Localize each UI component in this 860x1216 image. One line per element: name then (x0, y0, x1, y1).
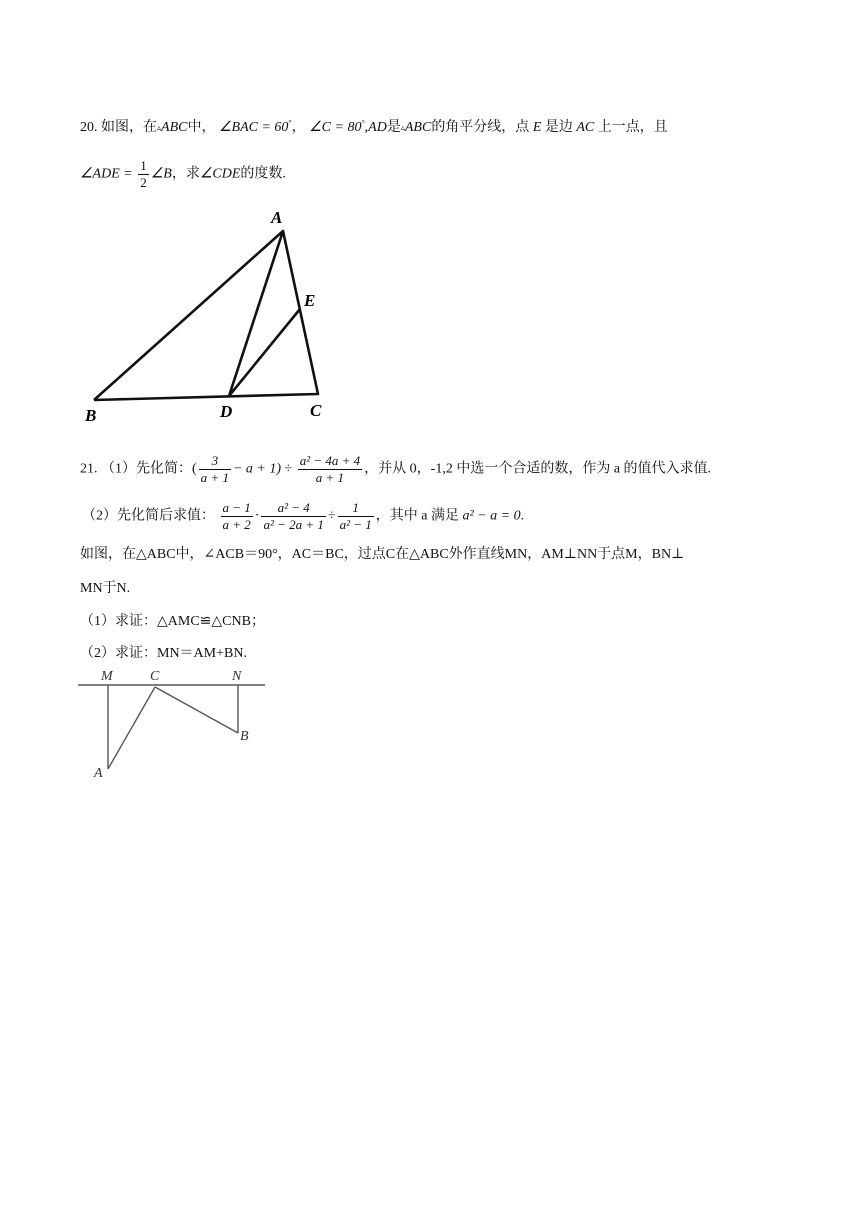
segment-de (229, 309, 300, 396)
math-expr: − a + 1) (232, 461, 282, 477)
label-a: A (94, 766, 103, 781)
text: （2）先化简后求值： (82, 508, 215, 524)
text: （1）先化简： (101, 461, 192, 477)
text: 是 (386, 120, 401, 136)
paren: ( (192, 461, 197, 477)
label-d: D (220, 402, 233, 421)
fraction (199, 453, 231, 486)
label-b: B (240, 729, 249, 744)
denominator: a² − 1 (339, 517, 372, 532)
math-angle: ∠ADE = (80, 166, 133, 182)
divide-sign: ÷ (284, 461, 293, 477)
denominator: a + 2 (222, 517, 251, 532)
text: , (364, 120, 369, 136)
text: 如图，在 (101, 120, 157, 136)
numerator: 1 (140, 158, 147, 173)
math-var: ABC (404, 120, 432, 136)
fraction (338, 500, 374, 533)
problem-22-line-1: 如图，在△ABC中，∠ACB＝90°，AC＝BC，过点C在△ABC外作直线MN，AM⊥NN于点M，BN⊥ (80, 547, 685, 562)
problem-21-part-2 (82, 500, 524, 533)
divide-sign: ÷ (327, 508, 336, 524)
math-angle: ∠C = 80 (309, 120, 362, 136)
numerator: a² − 4a + 4 (299, 453, 361, 468)
text: 中， (187, 120, 216, 136)
triangle-outline (94, 231, 318, 400)
math-var: AD (368, 120, 387, 136)
label-c: C (150, 669, 160, 684)
problem-22-line-2: MN于N. (80, 581, 131, 596)
fraction (298, 453, 362, 486)
label-a: A (271, 208, 283, 227)
text: ，求 (171, 166, 200, 182)
label-n: N (232, 669, 242, 684)
numerator: a − 1 (222, 500, 251, 515)
math-expr: a² − a = 0 (462, 508, 521, 524)
text: 上一点，且 (597, 120, 668, 136)
problem-22-part-2: （2）求证：MN＝AM+BN. (80, 646, 247, 661)
label-m: M (101, 669, 113, 684)
fraction (138, 158, 149, 191)
text: ，其中 a 满足 (375, 508, 459, 524)
degree: ° (361, 118, 365, 128)
math-angle: ∠BAC = 60 (218, 120, 289, 136)
denominator: a² − 2a + 1 (263, 517, 324, 532)
problem-number: 21. (80, 461, 98, 477)
fraction (261, 500, 325, 533)
denominator: a + 1 (315, 470, 345, 485)
label-b: B (85, 406, 97, 425)
problem-number: 20. (80, 120, 98, 136)
problem-21-part-1 (80, 453, 711, 486)
numerator: 3 (199, 453, 231, 470)
fraction (221, 500, 253, 533)
triangle-symbol: ▵ (400, 123, 405, 132)
text: ，并从 0，-1,2 中选一个合适的数，作为 a 的值代入求值. (364, 461, 712, 477)
degree: ° (288, 118, 292, 128)
segment-ac (108, 687, 155, 769)
math-var: ABC (161, 120, 188, 136)
label-c: C (310, 401, 322, 420)
mn-line-figure (70, 662, 280, 787)
label-e: E (304, 291, 316, 310)
multiply-dot: · (254, 508, 260, 524)
text: 的角平分线，点 (431, 120, 530, 136)
triangle-abc-figure (80, 205, 340, 425)
problem-22-part-1: （1）求证：△AMC≌△CNB； (80, 614, 265, 629)
denominator: 2 (140, 175, 147, 190)
text: . (520, 508, 525, 524)
math-angle: ∠B (150, 166, 172, 182)
text: ， (291, 120, 306, 136)
math-angle: ∠CDE (199, 166, 241, 182)
denominator: a + 1 (200, 470, 229, 485)
problem-20-line-2 (80, 158, 286, 191)
problem-20-line-1 (80, 118, 668, 138)
segment-cb (155, 687, 238, 733)
numerator: 1 (338, 500, 374, 517)
numerator: a² − 4 (261, 500, 325, 517)
math-var: AC (576, 120, 595, 136)
triangle-symbol: ▵ (157, 123, 162, 132)
text: 的度数. (240, 166, 286, 182)
text: 是边 (544, 120, 573, 136)
math-var: E (532, 120, 542, 136)
